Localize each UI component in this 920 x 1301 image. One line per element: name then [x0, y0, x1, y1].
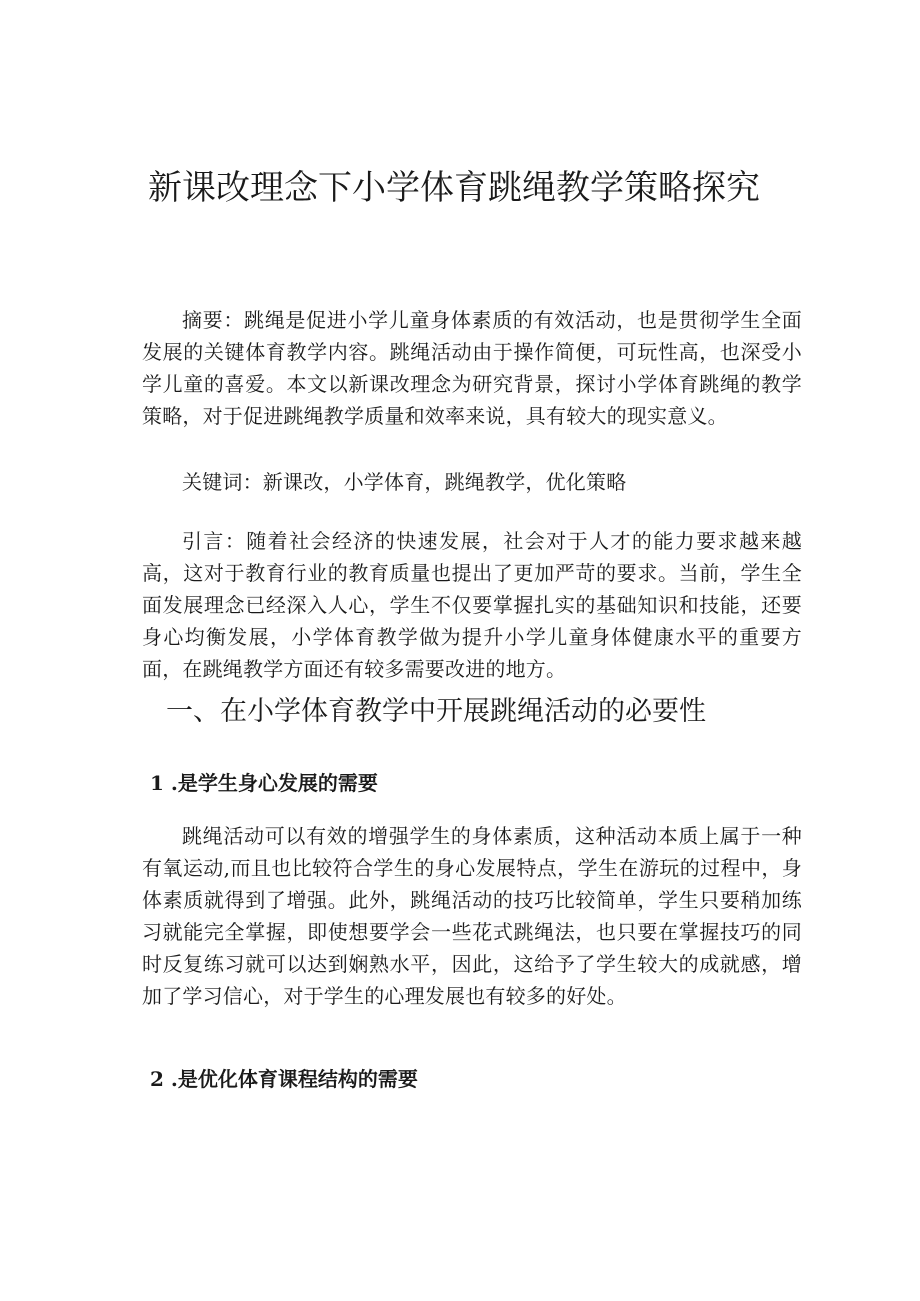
abstract-paragraph: 摘要：跳绳是促进小学儿童身体素质的有效活动，也是贯彻学生全面发展的关键体育教学内容。跳绳活动由于操作简便，可玩性高，也深受小学儿童的喜爱。本文以新课改理念为研究背景，探讨小学体育跳绳的教学策略，对于促进跳绳教学质量和效率来说，具有较大的现实意义。	[142, 308, 802, 428]
subsection-body-1: 跳绳活动可以有效的增强学生的身体素质，这种活动本质上属于一种有氧运动,而且也比较符合学生的身心发展特点，学生在游玩的过程中，身体素质就得到了增强。此外，跳绳活动的技巧比较简单，学生只要稍加练习就能完全掌握，即使想要学会一些花式跳绳法，也只要在掌握技巧的同时反复练习就可以达到娴熟水平，因此，这给予了学生较大的成就感，增加了学习信心，对于学生的心理发展也有较多的好处。	[142, 824, 802, 1008]
section-heading-1: 一、在小学体育教学中开展跳绳活动的必要性	[166, 696, 706, 727]
subsection-title-2: 2 .是优化体育课程结构的需要	[150, 1067, 418, 1091]
introduction-paragraph: 引言：随着社会经济的快速发展，社会对于人才的能力要求越来越高，这对于教育行业的教育质量也提出了更加严苛的要求。当前，学生全面发展理念已经深入人心，学生不仅要掌握扎实的基础知识和技能，还要身心均衡发展，小学体育教学做为提升小学儿童身体健康水平的重要方面，在跳绳教学方面还有较多需要改进的地方。	[142, 529, 802, 681]
keywords-paragraph: 关键词：新课改，小学体育，跳绳教学，优化策略	[182, 470, 627, 494]
document-title: 新课改理念下小学体育跳绳教学策略探究	[148, 168, 760, 208]
subsection-title-1: 1 .是学生身心发展的需要	[150, 771, 378, 795]
